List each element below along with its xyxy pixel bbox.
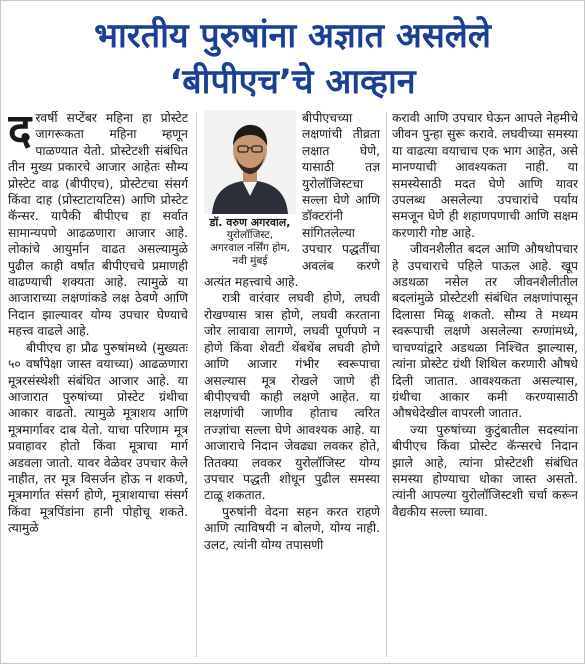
drop-cap: द xyxy=(8,110,32,156)
column-divider xyxy=(386,112,387,657)
paragraph: पुरुषांनी वेदना सहन करत राहणे आणि त्याविषयी न बोलणे, योग्य नाही. उलट, त्यांनी योग्य तपासणी xyxy=(204,504,380,552)
paragraph: ज्या पुरुषांच्या कुटुंबातील सदस्यांना बीपीएच किंवा प्रोस्टेट कॅन्सरचे निदान झाले आहे, त्यांना प्रोस्टेटशी संबंधित समस्या होण्याचा धोका जास्त असतो. त्यांनी आपल्या युरोलॉजिस्टशी चर्चा करून वैद्यकीय सल्ला घ्यावा. xyxy=(392,422,578,519)
doctor-hospital: अगरवाल नर्सिंग होम, xyxy=(209,242,291,254)
paragraph: जीवनशैलीत बदल आणि औषधोपचार हे उपचाराचे पहिले पाऊल आहे. खूप अडथळा नसेल तर जीवनशैलीतील बदलांमुळे प्रोस्टेटशी संबंधित लक्षणांपासून दिलासा मिळू शकतो. सौम्य ते मध्यम स्वरूपाची लक्षणे असलेल्या रुग्णांमध्ये, चाचण्यांद्वारे अडथळा निश्चित झाल्यास, त्यांना प्रोस्टेट ग्रंथी शिथिल करणारी औषधे दिली जातात. आवश्यकता असल्यास, ग्रंथीचा आकार कमी करण्यासाठी औषधेदेखील वापरली जातात. xyxy=(392,242,578,421)
paragraph-text: रवर्षी सप्टेंबर महिना हा प्रोस्टेट जागरूकता महिना म्हणून पाळण्यात येतो. प्रोस्टेटशी संबंधित तीन मुख्य प्रकारचे आजार आहेतः सौम्य प्रोस्टेट वाढ (बीपीएच), प्रोस्टेटचा संसर्ग किंवा दाह (प्रोस्टाटायटिस) आणि प्रोस्टेट कॅन्सर. यापैकी बीपीएच हा सर्वात सामान्यपणे आढळणारा आजार आहे. लोकांचे आयुर्मान वाढत असल्यामुळे पुढील काही वर्षांत बीपीएचचे प्रमाणही वाढण्याची शक्यता आहे. त्यामुळे या आजाराच्या लक्षणांकडे लक्ष ठेवणे आणि निदान झाल्यावर योग्य उपचार घेण्याचे महत्त्व वाढले आहे. xyxy=(8,111,188,339)
doctor-title: युरोलॉजिस्ट, xyxy=(226,229,274,241)
doctor-name: डॉ. वरुण अगरवाल, xyxy=(209,216,291,229)
doctor-photo xyxy=(204,110,296,214)
paragraph: करावी आणि उपचार घेऊन आपले नेहमीचे जीवन पुन्हा सुरू करावे. लघवीच्या समस्या या वाढत्या वयाचाच एक भाग आहेत, असे मानण्याची आवश्यकता नाही. या समस्येसाठी मदत घेणे आणि यावर उपलब्ध असलेल्या उपचारांचे पर्याय समजून घेणे ही शहाणपणाची आणि सक्षम करणारी गोष्ट आहे. xyxy=(392,111,578,240)
paragraph: रात्री वारंवार लघवी होणे, लघवी रोखण्यास त्रास होणे, लघवी करताना जोर लावावा लागणे, लघवी पूर्णपणे न होणे किंवा शेवटी थेंबथेंब लघवी होणे आणि आजार गंभीर स्वरूपाचा असल्यास मूत्र रोखले जाणे ही बीपीएचची काही लक्षणे आहेत. या लक्षणांची जाणीव होताच त्वरित तज्ज्ञांचा सल्ला घेणे आवश्यक आहे. या आजाराचे निदान जेवढ्या लवकर होते, तितक्या लवकर युरोलॉजिस्ट योग्य उपचार पद्धती शोधून पुढील समस्या टाळू शकतात. xyxy=(204,291,380,503)
doctor-city: नवी मुंबई xyxy=(232,255,268,267)
article-column-3 xyxy=(392,110,578,662)
doctor-portrait-icon xyxy=(204,110,296,214)
article-column-1 xyxy=(8,110,188,662)
column-divider xyxy=(196,112,197,657)
photo-caption xyxy=(204,216,296,268)
headline-line-1: भारतीय पुरुषांना अज्ञात असलेले xyxy=(94,16,491,56)
article-column-2 xyxy=(204,110,380,662)
doctor-photo-block xyxy=(204,110,296,268)
headline-line-2: ‘बीपीएच’चे आव्हान xyxy=(169,62,416,102)
paragraph xyxy=(8,110,188,340)
paragraph: बीपीएचच्या लक्षणांची तीव्रता लक्षात घेणे, यासाठी तज्ञ युरोलॉजिस्टचा सल्ला घेणे आणि डॉक्टरांनी सांगितलेल्या उपचार पद्धतींचा अवलंब करणे अत्यंत महत्त्वाचे आहे. xyxy=(204,111,380,290)
paragraph: बीपीएच हा प्रौढ पुरुषांमध्ये (मुख्यतः ५० वर्षांपेक्षा जास्त वयाच्या) आढळणारा मूत्ररसंस्थेशी संबंधित आजार आहे. या आजारात पुरुषांच्या प्रोस्टेट ग्रंथीचा आकार वाढतो. त्यामुळे मूत्राशय आणि मूत्रमार्गावर दाब येतो. याचा परिणाम मूत्र प्रवाहावर होतो किंवा मूत्राचा मार्ग अडवला जातो. यावर वेळेवर उपचार केले नाहीत, तर मूत्र विसर्जन होऊ न शकणे, मूत्रमार्गात संसर्ग होणे, मूत्राशयाचा संसर्ग किंवा मूत्रपिंडांना हानी पोहोचू शकते. त्यामुळे xyxy=(8,340,188,536)
